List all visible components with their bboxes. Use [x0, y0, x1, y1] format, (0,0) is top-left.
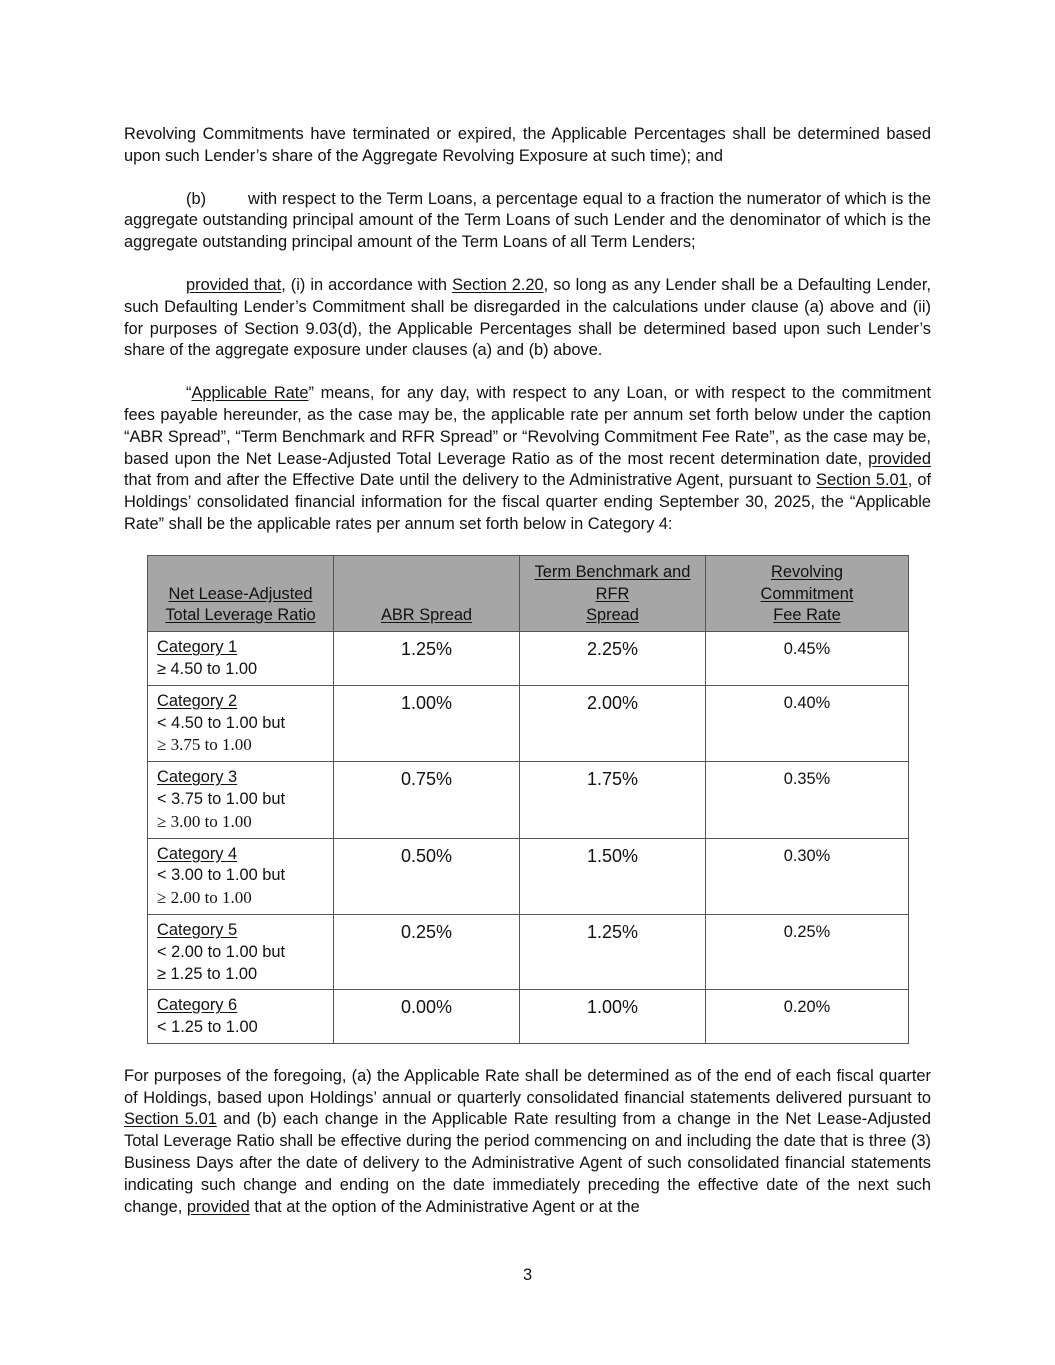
term-spread-value: 1.50% [520, 838, 706, 914]
provided-term: provided [868, 449, 931, 468]
section-ref-5-01: Section 5.01 [124, 1110, 217, 1129]
paragraph-foregoing-purposes: For purposes of the foregoing, (a) the Applicable Rate shall be determined as of the end of each fiscal quarter of Holdings, based upon Holdings’ annual or quarterly consolidated financial statements delivered pursuant to Section 5.01 and (b) each change in the Applicable Rate resulting from a change in the Net Lease-Adjusted Total Leverage Ratio shall be effective during the period commencing on and including the date that is three (3) Business Days after the date of delivery to the Administrative Agent of such consolidated financial statements indicating such change and ending on the date immediately preceding the effective date of the next such change, provided that at the option of the Administrative Agent or at the [124, 1066, 931, 1216]
abr-spread-value: 0.50% [334, 838, 520, 914]
page-number: 3 [522, 1266, 533, 1284]
provided-that-term: provided that [186, 275, 282, 294]
paragraph-applicable-rate-definition: “Applicable Rate” means, for any day, with respect to any Loan, or with respect to the commitment fees payable hereunder, as the case may be, the applicable rate per annum set forth below under the caption “ABR Spread”, “Term Benchmark and RFR Spread” or “Revolving Commitment Fee Rate”, as the case may be, based upon the Net Lease-Adjusted Total Leverage Ratio as of the most recent determination date, provided that from and after the Effective Date until the delivery to the Administrative Agent, pursuant to Section 5.01, of Holdings’ consolidated financial information for the fiscal quarter ending September 30, 2025, the “Applicable Rate” shall be the applicable rates per annum set forth below in Category 4: [124, 384, 932, 533]
defined-term-applicable-rate: Applicable Rate [191, 384, 309, 403]
header-commitment-fee-rate: Revolving Commitment Fee Rate [706, 555, 909, 631]
fee-rate-value: 0.30% [706, 838, 909, 914]
clause-label-b: (b) [186, 189, 207, 208]
paragraph-term-loans [124, 189, 931, 254]
term-spread-value: 1.00% [520, 990, 706, 1044]
category-cell: Category 4 < 3.00 to 1.00 but ≥ 2.00 to 1.00 [148, 838, 334, 914]
abr-spread-value: 1.25% [334, 632, 520, 686]
applicable-rate-table [147, 555, 909, 1044]
table-row [148, 914, 909, 989]
section-ref-5-01: Section 5.01 [816, 471, 908, 490]
category-cell: Category 6 < 1.25 to 1.00 [148, 990, 334, 1044]
abr-spread-value: 0.00% [334, 990, 520, 1044]
header-term-benchmark-spread: Term Benchmark and RFR Spread [520, 555, 706, 631]
abr-spread-value: 0.75% [334, 762, 520, 838]
fee-rate-value: 0.25% [706, 914, 909, 989]
fee-rate-value: 0.45% [706, 632, 909, 686]
term-spread-value: 1.25% [520, 914, 706, 989]
provided-term: provided [186, 1197, 250, 1216]
abr-spread-value: 0.25% [334, 914, 520, 989]
category-cell: Category 2 < 4.50 to 1.00 but ≥ 3.75 to 1.00 [148, 685, 334, 761]
abr-spread-value: 1.00% [334, 685, 520, 761]
term-spread-value: 1.75% [520, 762, 706, 838]
paragraph-defaulting-lender: provided that, (i) in accordance with Section 2.20, so long as any Lender shall be a Defaulting Lender, such Defaulting Lender’s Commitment shall be disregarded in the calculations under clause (a) above and (ii) for purposes of Section 9.03(d), the Applicable Percentages shall be determined based upon such Lender’s share of the aggregate exposure under clauses (a) and (b) above. [124, 275, 932, 360]
fee-rate-value: 0.40% [706, 685, 909, 761]
category-cell: Category 5 < 2.00 to 1.00 but ≥ 1.25 to 1.00 [148, 914, 334, 989]
fee-rate-value: 0.35% [706, 762, 909, 838]
table-row [148, 990, 909, 1044]
header-abr-spread: ABR Spread [334, 555, 520, 631]
document-page [124, 124, 931, 1218]
category-cell: Category 1 ≥ 4.50 to 1.00 [148, 632, 334, 686]
table-row [148, 762, 909, 838]
clause-b-text: with respect to the Term Loans, a percentage equal to a fraction the numerator of which is the aggregate outstanding principal amount of the Term Loans of such Lender and the denominator of which is the aggregate outstanding principal amount of the Term Loans of all Term Lenders; [124, 189, 931, 252]
table-header-row [148, 555, 909, 631]
category-cell: Category 3 < 3.75 to 1.00 but ≥ 3.00 to 1.00 [148, 762, 334, 838]
table-row [148, 838, 909, 914]
paragraph-revolving-commitments: Revolving Commitments have terminated or expired, the Applicable Percentages shall be determined based upon such Lender’s share of the Aggregate Revolving Exposure at such time); and [124, 125, 931, 165]
term-spread-value: 2.25% [520, 632, 706, 686]
section-ref-2-20: Section 2.20 [452, 275, 544, 294]
table-row [148, 632, 909, 686]
table-row [148, 685, 909, 761]
fee-rate-value: 0.20% [706, 990, 909, 1044]
header-leverage-ratio: Net Lease-Adjusted Total Leverage Ratio [148, 555, 334, 631]
term-spread-value: 2.00% [520, 685, 706, 761]
